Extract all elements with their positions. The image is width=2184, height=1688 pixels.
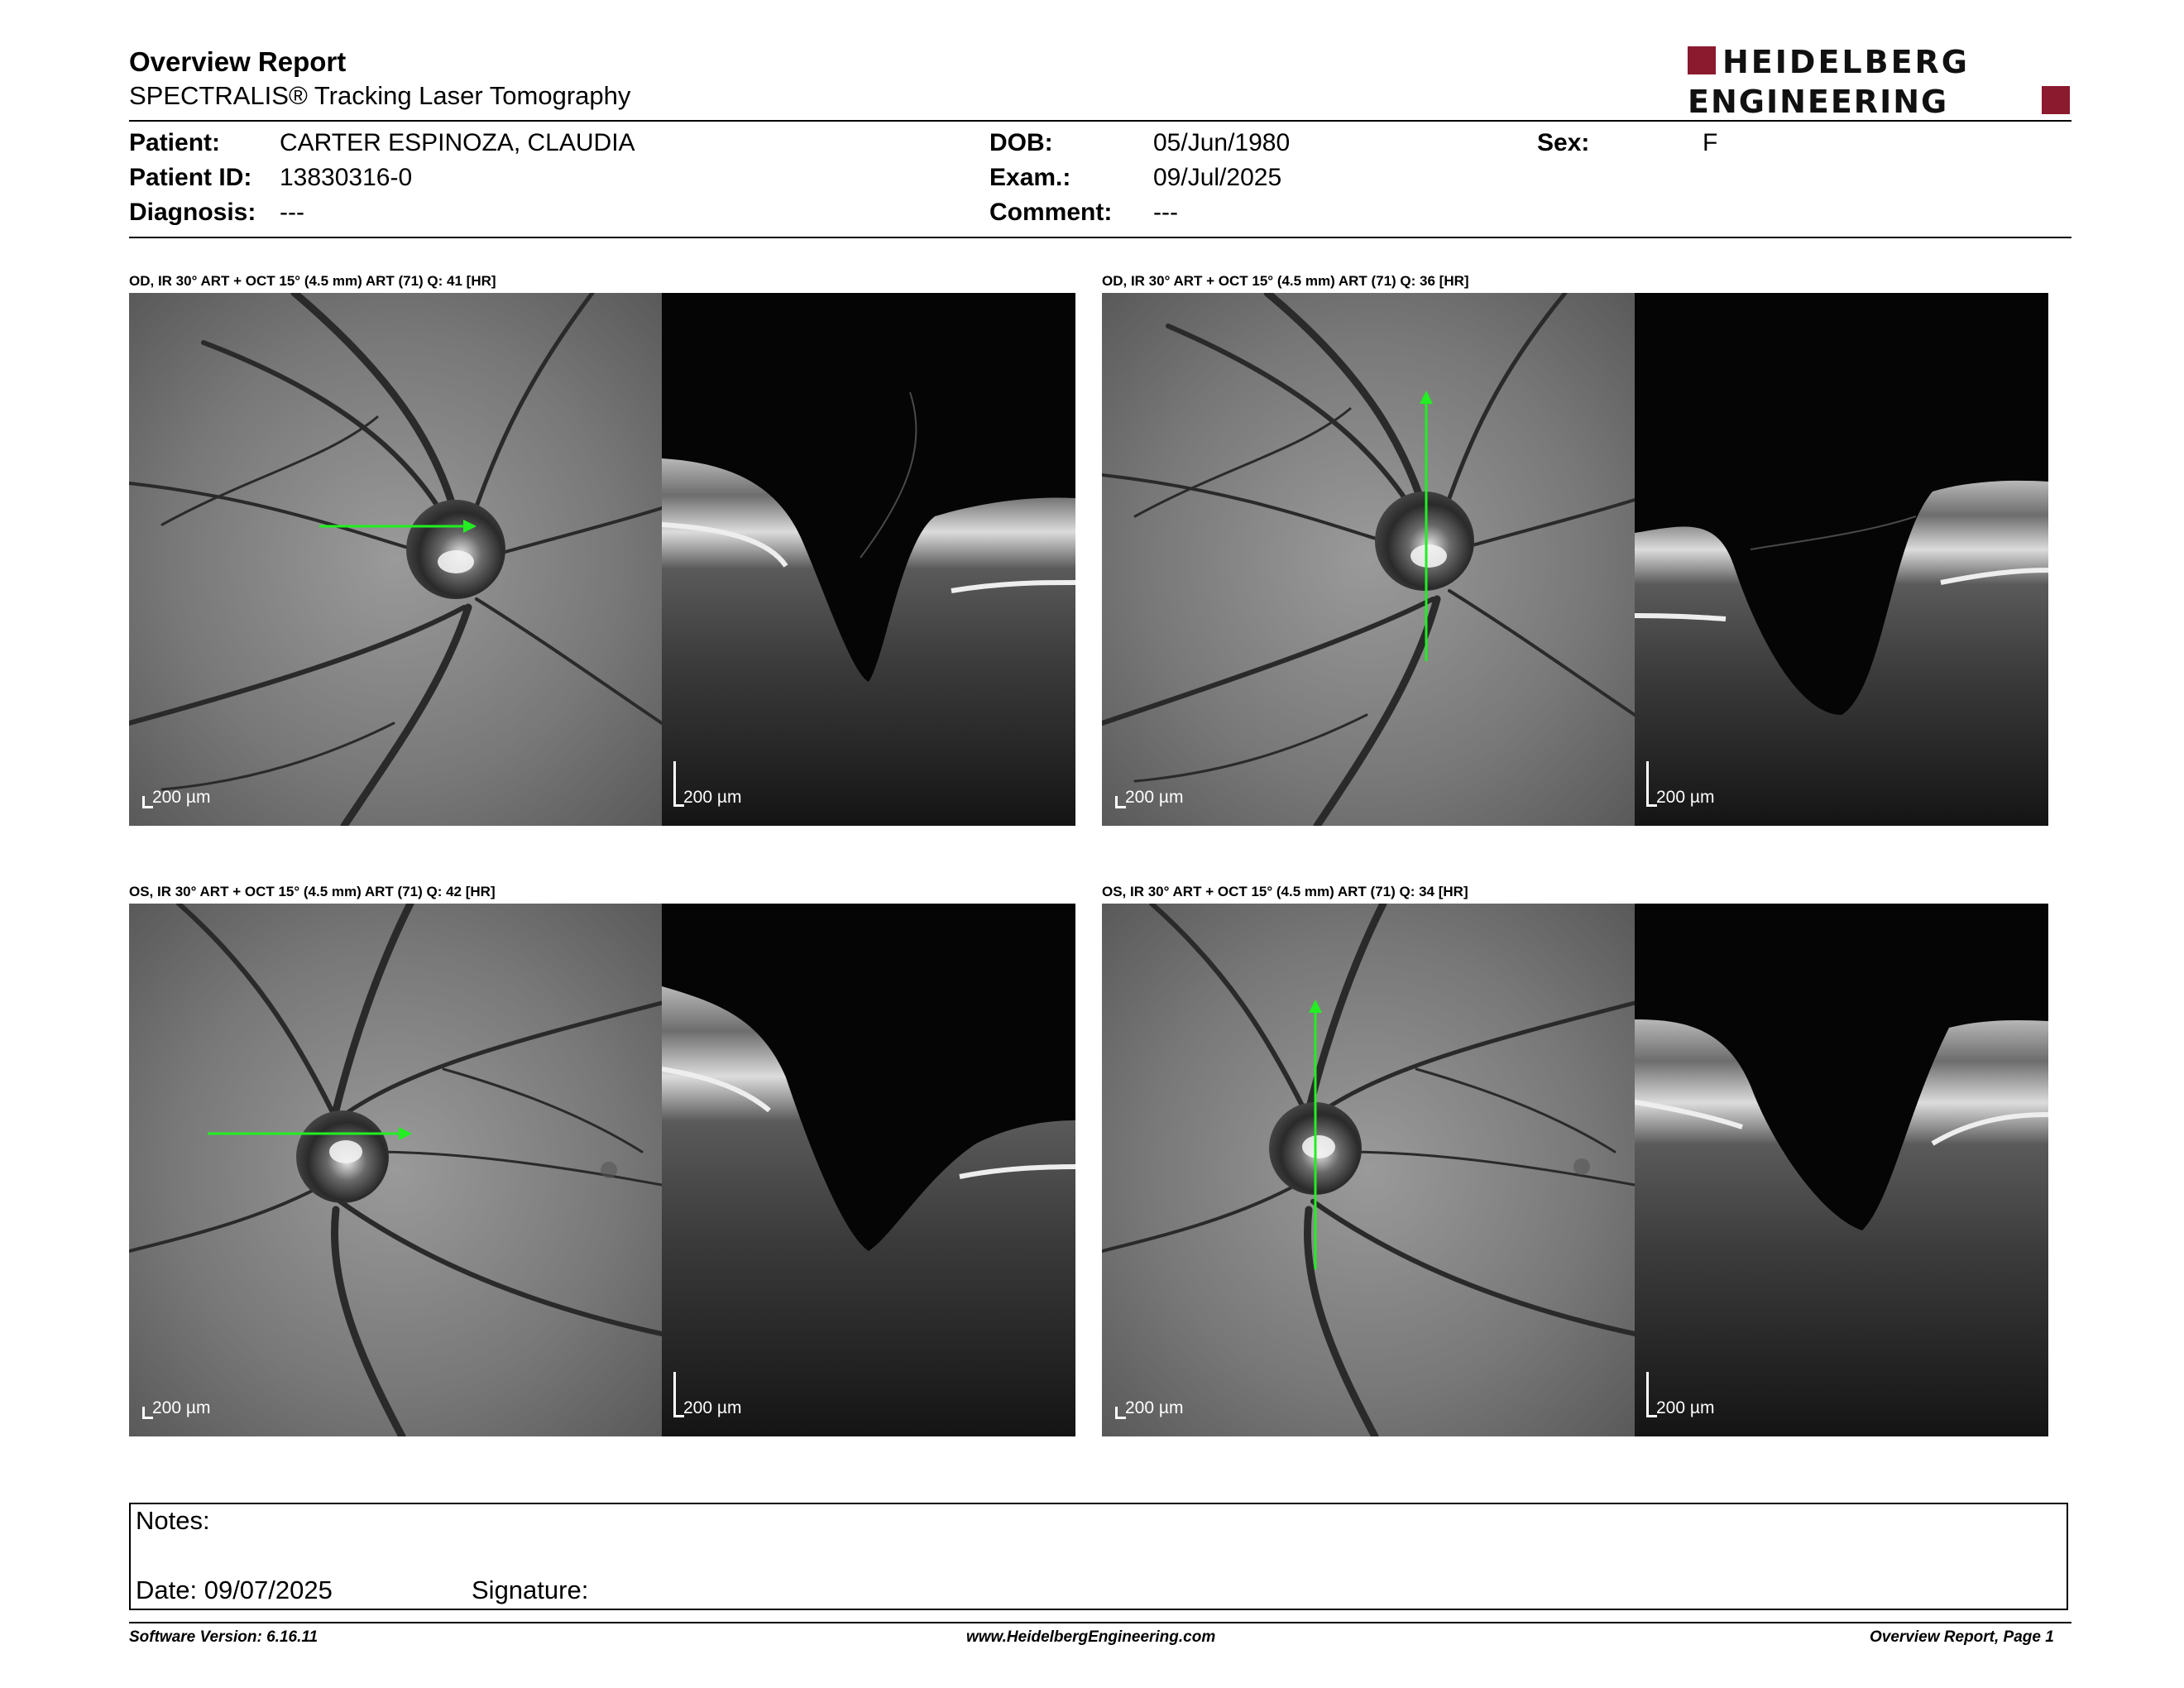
patient-name: CARTER ESPINOZA, CLAUDIA — [280, 129, 635, 156]
heidelberg-logo — [1688, 45, 2071, 117]
oct-scale-label: 200 µm — [1656, 1398, 1715, 1417]
patient-id: 13830316-0 — [280, 164, 413, 191]
comment-value: --- — [1153, 199, 1178, 226]
oct-scale-label: 200 µm — [683, 1398, 742, 1417]
footer-rule — [129, 1622, 2071, 1623]
oct-bscan-od-2[interactable] — [1635, 293, 2048, 826]
oct-scale-label: 200 µm — [683, 788, 742, 807]
report-title: Overview Report — [129, 46, 347, 77]
diagnosis-value: --- — [280, 199, 304, 226]
fundus-scale-label: 200 µm — [152, 788, 211, 807]
notes-box[interactable] — [129, 1503, 2068, 1610]
exam-value: 09/Jul/2025 — [1153, 164, 1282, 191]
notes-label: Notes: — [136, 1506, 210, 1535]
patient-rule — [129, 237, 2071, 238]
sex-value: F — [1703, 129, 1718, 156]
oct-bscan-os-2[interactable] — [1635, 904, 2048, 1436]
oct-scale-label: 200 µm — [1656, 788, 1715, 807]
fundus-image-os-1[interactable] — [129, 904, 662, 1436]
oct-bscan-od-1[interactable] — [662, 293, 1075, 826]
report-subtitle: SPECTRALIS® Tracking Laser Tomography — [129, 81, 631, 110]
svg-text:HEIDELBERG: HEIDELBERG — [1722, 45, 1970, 80]
exam-label: Exam.: — [989, 164, 1071, 191]
panel-title-od-2: OD, IR 30° ART + OCT 15° (4.5 mm) ART (71) Q: 36 [HR] — [1102, 273, 1469, 289]
website-link[interactable]: www.HeidelbergEngineering.com — [966, 1628, 1216, 1646]
fundus-image-od-2[interactable] — [1102, 293, 1635, 826]
software-version: Software Version: 6.16.11 — [129, 1628, 318, 1646]
comment-label: Comment: — [989, 199, 1113, 226]
svg-text:ENGINEERING: ENGINEERING — [1688, 84, 1949, 117]
panel-title-os-2: OS, IR 30° ART + OCT 15° (4.5 mm) ART (71) Q: 34 [HR] — [1102, 884, 1468, 899]
page-number: Overview Report, Page 1 — [1870, 1628, 2054, 1646]
sex-label: Sex: — [1537, 129, 1590, 156]
fundus-scale-label: 200 µm — [1125, 788, 1184, 807]
header-rule — [129, 120, 2071, 122]
fundus-scale-label: 200 µm — [1125, 1398, 1184, 1417]
fundus-scale-label: 200 µm — [152, 1398, 211, 1417]
patient-id-label: Patient ID: — [129, 164, 252, 191]
dob-label: DOB: — [989, 129, 1053, 156]
panel-title-os-1: OS, IR 30° ART + OCT 15° (4.5 mm) ART (71) Q: 42 [HR] — [129, 884, 496, 899]
patient-label: Patient: — [129, 129, 221, 156]
date-label: Date: 09/07/2025 — [136, 1575, 333, 1604]
panel-title-od-1: OD, IR 30° ART + OCT 15° (4.5 mm) ART (71) Q: 41 [HR] — [129, 273, 496, 289]
signature-label: Signature: — [472, 1575, 589, 1604]
dob-value: 05/Jun/1980 — [1153, 129, 1291, 156]
fundus-image-os-2[interactable] — [1102, 904, 1635, 1436]
diagnosis-label: Diagnosis: — [129, 199, 256, 226]
oct-bscan-os-1[interactable] — [662, 904, 1075, 1436]
fundus-image-od-1[interactable] — [129, 293, 662, 826]
